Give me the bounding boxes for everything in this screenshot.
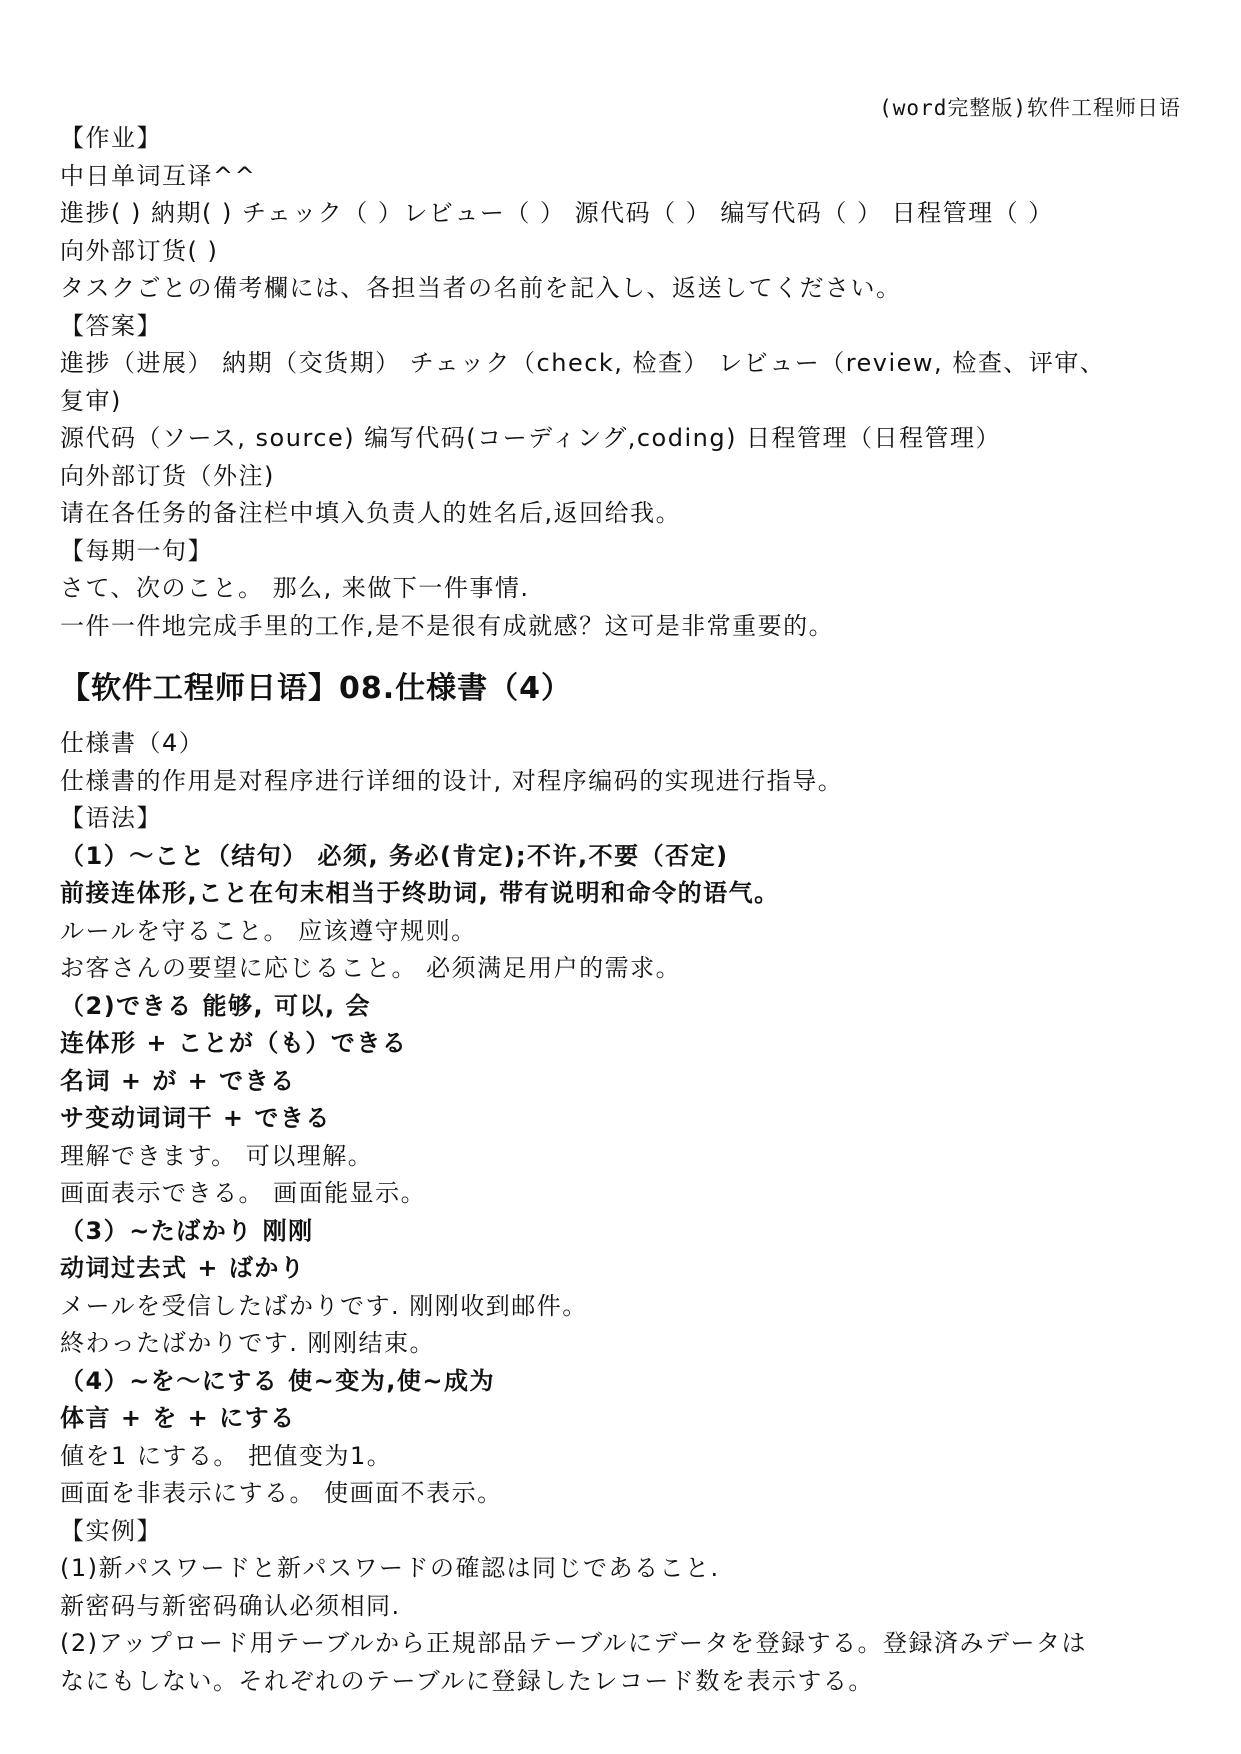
grammar-3-example-2: 終わったばかりです. 刚刚结束。 [60,1329,436,1357]
answer-line-1b: 复审) [60,386,122,415]
grammar-label: 【语法】 [60,804,162,832]
grammar-4-heading: （4）~を～にする 使~变为,使~成为 [60,1366,495,1395]
grammar-2-rule-2: 名词 + が + できる [60,1066,296,1095]
grammar-1-example-1: ルールを守ること。 应该遵守规则。 [60,916,477,945]
answer-line-2: 源代码（ソース, source) 编写代码(コーディング,coding) 日程管理（日程管理） [60,424,1002,452]
grammar-4-example-1: 値を1 にする。 把值变为1。 [60,1441,393,1470]
weekly-label: 【每期一句】 [60,536,213,565]
answer-line-1: 進捗（进展） 納期（交货期） チェック（check, 检查） レビュー（review, 检查、评审、 [60,349,1106,377]
section-subtitle: 仕様書（4） [60,729,205,757]
grammar-4-example-2: 画面を非表示にする。 使画面不表示。 [60,1479,503,1507]
weekly-line-1: さて、次のこと。 那么, 来做下一件事情. [60,574,530,602]
homework-label: 【作业】 [60,124,162,152]
grammar-1-heading: （1）～こと（结句） 必须, 务必(肯定);不许,不要（否定) [60,841,729,870]
grammar-2-heading: （2)できる 能够, 可以, 会 [60,991,371,1020]
example-2-japanese-line-1: (2)アップロード用テーブルから正規部品テーブルにデータを登録する。登録済みデータは [60,1629,1087,1657]
homework-intro: 中日单词互译^^ [60,161,257,190]
weekly-line-2: 一件一件地完成手里的工作,是不是很有成就感？这可是非常重要的。 [60,611,835,640]
example-label: 【实例】 [60,1516,162,1545]
grammar-3-heading: （3）~たばかり 刚刚 [60,1216,314,1245]
grammar-3-rule: 动词过去式 + ばかり [60,1254,306,1282]
example-1-chinese: 新密码与新密码确认必须相同. [60,1591,401,1620]
grammar-2-rule-3: サ变动词词干 + できる [60,1104,331,1132]
answer-label: 【答案】 [60,311,162,340]
answer-line-3: 向外部订货（外注) [60,461,275,490]
grammar-1-rule: 前接连体形,こと在句末相当于终助词, 带有说明和命令的语气。 [60,879,780,907]
example-2-japanese-line-2: なにもしない。それぞれのテーブルに登録したレコード数を表示する。 [60,1666,874,1695]
grammar-2-rule-1: 连体形 + ことが（も）できる [60,1029,408,1057]
grammar-2-example-2: 画面表示できる。 画面能显示。 [60,1179,427,1207]
section-title: 【软件工程师日语】08.仕様書（4） [60,671,573,706]
homework-terms-2: 向外部订货( ) [60,236,219,265]
grammar-3-example-1: メールを受信したばかりです. 刚刚收到邮件。 [60,1291,588,1320]
grammar-2-example-1: 理解できます。 可以理解。 [60,1141,374,1170]
grammar-1-example-2: お客さんの要望に応じること。 必须满足用户的需求。 [60,954,682,982]
document-body [60,120,1181,1700]
example-1-japanese: (1)新パスワードと新パスワードの確認は同じであること. [60,1554,720,1582]
page-header: (word完整版)软件工程师日语 [879,96,1181,120]
section-intro: 仕様書的作用是对程序进行详细的设计, 对程序编码的实现进行指导。 [60,766,844,795]
answer-line-4: 请在各任务的备注栏中填入负责人的姓名后,返回给我。 [60,499,682,527]
homework-terms-1: 進捗( ) 納期( ) チェック（ ）レビュー（ ） 源代码（ ） 编写代码（ ） 日程管理（ ） [60,199,1054,227]
homework-sentence: タスクごとの備考欄には、各担当者の名前を記入し、返送してください。 [60,274,902,302]
grammar-4-rule: 体言 + を + にする [60,1404,296,1432]
